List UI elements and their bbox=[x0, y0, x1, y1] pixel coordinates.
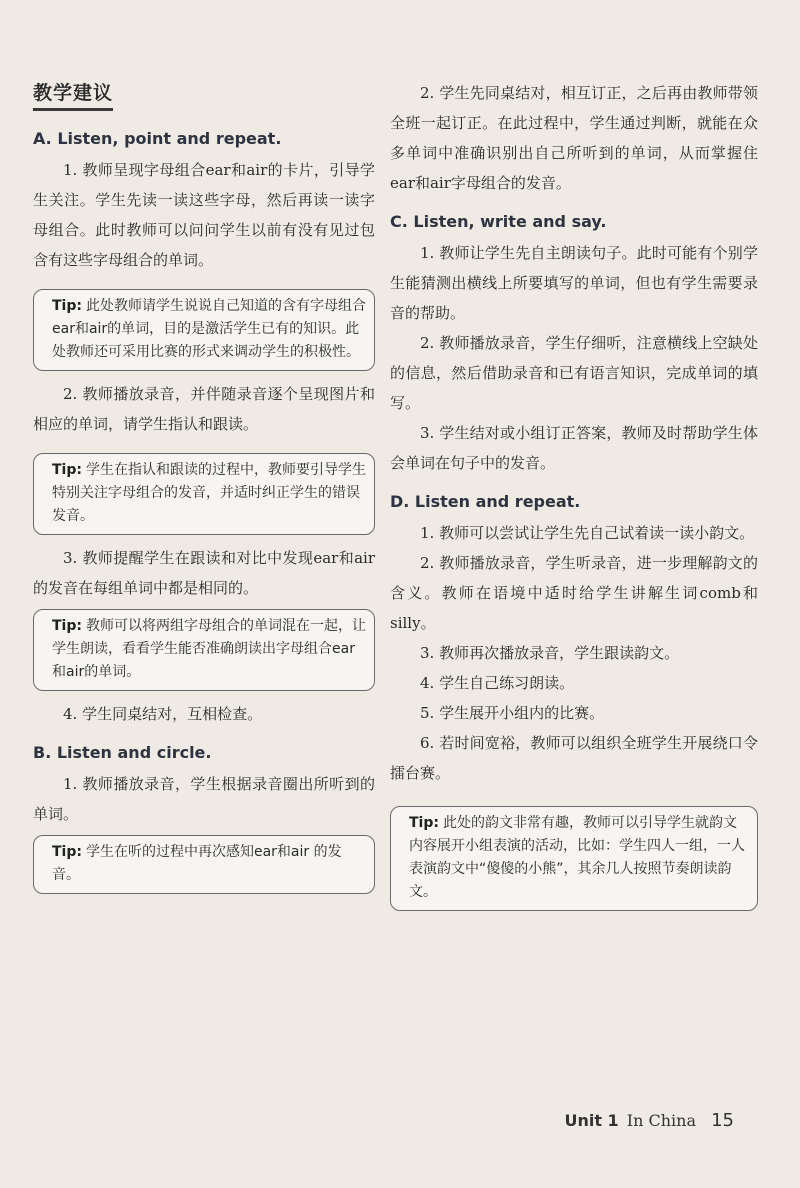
section-d-paragraph-5: 5. 学生展开小组内的比赛。 bbox=[420, 704, 605, 722]
left-column bbox=[33, 78, 375, 902]
footer-unit: Unit 1 bbox=[564, 1111, 619, 1130]
section-d-paragraph-1: 1. 教师可以尝试让学生先自己试着读一读小韵文。 bbox=[420, 524, 755, 542]
tip-text: 教师可以将两组字母组合的单词混在一起，让学生朗读，看看学生能否准确朗读出字母组合ear 和air的单词。 bbox=[52, 618, 366, 680]
tip-text: 学生在听的过程中再次感知ear和air 的发音。 bbox=[52, 844, 342, 883]
page-title: 教学建议 bbox=[33, 78, 113, 111]
section-b-heading: B. Listen and circle. bbox=[33, 743, 212, 762]
section-a-paragraph-1: 1. 教师呈现字母组合ear和air的卡片，引导学生关注。学生先读一读这些字母，然后再读一读字母组合。此时教师可以问问学生以前有没有见过包含有这些字母组合的单词。 bbox=[33, 161, 375, 269]
tip-label: Tip: bbox=[52, 298, 82, 314]
section-c-paragraph-3: 3. 学生结对或小组订正答案，教师及时帮助学生体会单词在句子中的发音。 bbox=[390, 424, 758, 472]
section-a-heading: A. Listen, point and repeat. bbox=[33, 129, 282, 148]
tip-label: Tip: bbox=[409, 815, 439, 831]
section-a-paragraph-3: 3. 教师提醒学生在跟读和对比中发现ear和air的发音在每组单词中都是相同的。 bbox=[33, 549, 375, 597]
tip-box-a3 bbox=[33, 609, 375, 691]
section-c-paragraph-1: 1. 教师让学生先自主朗读句子。此时可能有个别学生能猜测出横线上所要填写的单词，但也有学生需要录音的帮助。 bbox=[390, 244, 758, 322]
tip-box-d1 bbox=[390, 806, 758, 911]
page-number: 15 bbox=[711, 1110, 734, 1131]
tip-text: 此处的韵文非常有趣，教师可以引导学生就韵文内容展开小组表演的活动，比如：学生四人一组，一人表演韵文中“傻傻的小熊”，其余几人按照节奏朗读韵文。 bbox=[409, 815, 745, 900]
tip-label: Tip: bbox=[52, 462, 82, 478]
section-b-paragraph-1: 1. 教师播放录音，学生根据录音圈出所听到的单词。 bbox=[33, 775, 375, 823]
section-c-paragraph-2: 2. 教师播放录音，学生仔细听，注意横线上空缺处的信息，然后借助录音和已有语言知识，完成单词的填写。 bbox=[390, 334, 758, 412]
section-d-paragraph-2: 2. 教师播放录音，学生听录音，进一步理解韵文的含义。教师在语境中适时给学生讲解生词comb和silly。 bbox=[390, 554, 758, 632]
tip-label: Tip: bbox=[52, 844, 82, 860]
right-column bbox=[390, 78, 758, 919]
section-d-paragraph-3: 3. 教师再次播放录音，学生跟读韵文。 bbox=[420, 644, 680, 662]
tip-box-a2 bbox=[33, 453, 375, 535]
section-d-paragraph-6: 6. 若时间宽裕，教师可以组织全班学生开展绕口令擂台赛。 bbox=[390, 734, 758, 782]
section-a-paragraph-4: 4. 学生同桌结对，互相检查。 bbox=[63, 705, 263, 723]
section-c-heading: C. Listen, write and say. bbox=[390, 212, 607, 231]
section-d-paragraph-4: 4. 学生自己练习朗读。 bbox=[420, 674, 575, 692]
footer-title: In China bbox=[626, 1111, 696, 1130]
tip-label: Tip: bbox=[52, 618, 82, 634]
tip-text: 学生在指认和跟读的过程中，教师要引导学生特别关注字母组合的发音，并适时纠正学生的错误发音。 bbox=[52, 462, 366, 524]
section-a-paragraph-2: 2. 教师播放录音，并伴随录音逐个呈现图片和相应的单词，请学生指认和跟读。 bbox=[33, 385, 375, 433]
tip-box-b1 bbox=[33, 835, 375, 894]
tip-text: 此处教师请学生说说自己知道的含有字母组合ear和air的单词，目的是激活学生已有的知识。此处教师还可采用比赛的形式来调动学生的积极性。 bbox=[52, 298, 366, 360]
section-b-paragraph-2: 2. 学生先同桌结对，相互订正，之后再由教师带领全班一起订正。在此过程中，学生通过判断，就能在众多单词中准确识别出自己所听到的单词，从而掌握住ear和air字母组合的发音。 bbox=[390, 84, 758, 192]
section-d-heading: D. Listen and repeat. bbox=[390, 492, 581, 511]
tip-box-a1 bbox=[33, 289, 375, 371]
page-footer bbox=[564, 1110, 734, 1131]
